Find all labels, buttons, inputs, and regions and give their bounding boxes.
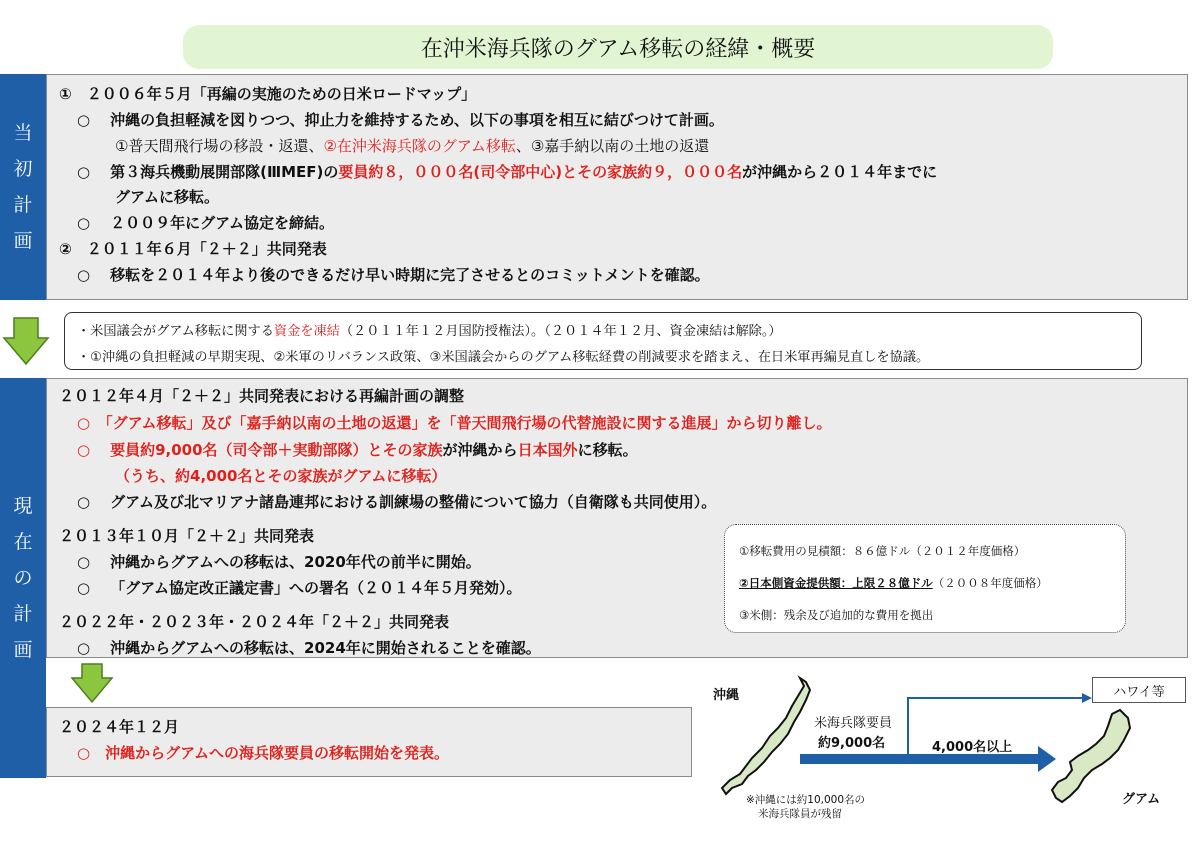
troops-label: 米海兵隊要員 — [814, 716, 893, 731]
latest-heading: ２０２４年１２月 — [59, 718, 180, 736]
initial-plan-label: 当 初 計 画 — [0, 74, 46, 300]
troops-count: 約9,000名 — [818, 736, 886, 751]
down-arrow-icon — [2, 316, 50, 368]
two-plus-two-2012-heading: ２０１２年４月「２＋２」共同発表における再編計画の調整 — [59, 387, 465, 405]
hawaii-label: ハワイ等 — [1092, 677, 1186, 703]
roadmap-items: ①普天間飛行場の移設・返還、②在沖米海兵隊のグアム移転、③嘉手納以南の土地の返還 — [115, 137, 710, 155]
two-plus-two-2022-2024-heading: ２０２２年・２０２３年・２０２４年「２＋２」共同発表 — [59, 613, 450, 631]
cost-breakdown-box: ①移転費用の見積額：８６億ドル（２０１２年度価格） ②日本側資金提供額：上限２８億ドル（２００８年度価格） ③米側：残余及び追加的な費用を拠出 — [724, 524, 1126, 633]
congress-notes-box: ・米国議会がグアム移転に関する資金を凍結（２０１１年１２月国防授権法）。（２０１４年１２月、資金凍結は解除。） ・①沖縄の負担軽減の早期実現、②米軍のリバランス政策、③米国議会からのグアム移転経費の削減要求を踏まえ、在日米軍再編見直しを協議。 — [64, 312, 1142, 370]
okinawa-label: 沖縄 — [713, 688, 740, 703]
remaining-note-line2: 米海兵隊員が残留 — [758, 808, 842, 820]
current-plan-label: 現 在 の 計 画 — [0, 378, 46, 778]
page-title: 在沖米海兵隊のグアム移転の経緯・概要 — [183, 25, 1053, 69]
initial-plan-box: ① ２００６年５月「再編の実施のための日米ロードマップ」 ○ 沖縄の負担軽減を図りつつ、抑止力を維持するため、以下の事項を相互に結びつけて計画。 ①普天間飛行場の移設・返還、②在沖米海兵隊のグアム移転、③嘉手納以南の土地の返還 ○ 第３海兵機動展開部隊(ⅢMEF)の要員約８，０００名(司令部中心)とその家族約９，０００名が沖縄から２０１４年までに グアムに移転。 ○ ２００９年にグアム協定を締結。 ② ２０１１年６月「２＋２」共同発表 ○ 移転を２０１４年より後のできるだけ早い時期に完了させるとのコミットメントを確認。 — [46, 74, 1188, 300]
two-plus-two-2011-heading: ② ２０１１年６月「２＋２」共同発表 — [59, 240, 327, 258]
latest-announcement-box: ２０２４年１２月 ○ 沖縄からグアムへの海兵隊要員の移転開始を発表。 — [46, 707, 692, 777]
two-plus-two-2013-heading: ２０１３年１０月「２＋２」共同発表 — [59, 527, 315, 545]
remaining-note: ※沖縄には約10,000名の — [746, 794, 866, 806]
current-plan-box: ２０１２年４月「２＋２」共同発表における再編計画の調整 ○ 「グアム移転」及び「嘉手納以南の土地の返還」を「普天間飛行場の代替施設に関する進展」から切り離し。 ○ 要員約9,000名（司令部＋実動部隊）とその家族が沖縄から日本国外に移転。 （うち、約4,000名とその家族がグアムに移転） ○ グアム及び北マリアナ諸島連邦における訓練場の整備について協力（自衛隊も共同使用）。 ２０１３年１０月「２＋２」共同発表 ○ 沖縄からグアムへの移転は、2020年代の前半に開始。 ○ 「グアム協定改正議定書」への署名（２０１４年５月発効）。 ２０２２年・２０２３年・２０２４年「２＋２」共同発表 ○ 沖縄からグアムへの移転は、2024年に開始されることを確認。 — [46, 378, 1188, 658]
guam-label: グアム — [1122, 792, 1161, 807]
roadmap-heading: ① ２００６年５月「再編の実施のための日米ロードマップ」 — [59, 85, 477, 103]
transfer-count: 4,000名以上 — [932, 740, 1013, 755]
down-arrow-icon — [68, 662, 116, 704]
guam-island — [1052, 710, 1130, 802]
